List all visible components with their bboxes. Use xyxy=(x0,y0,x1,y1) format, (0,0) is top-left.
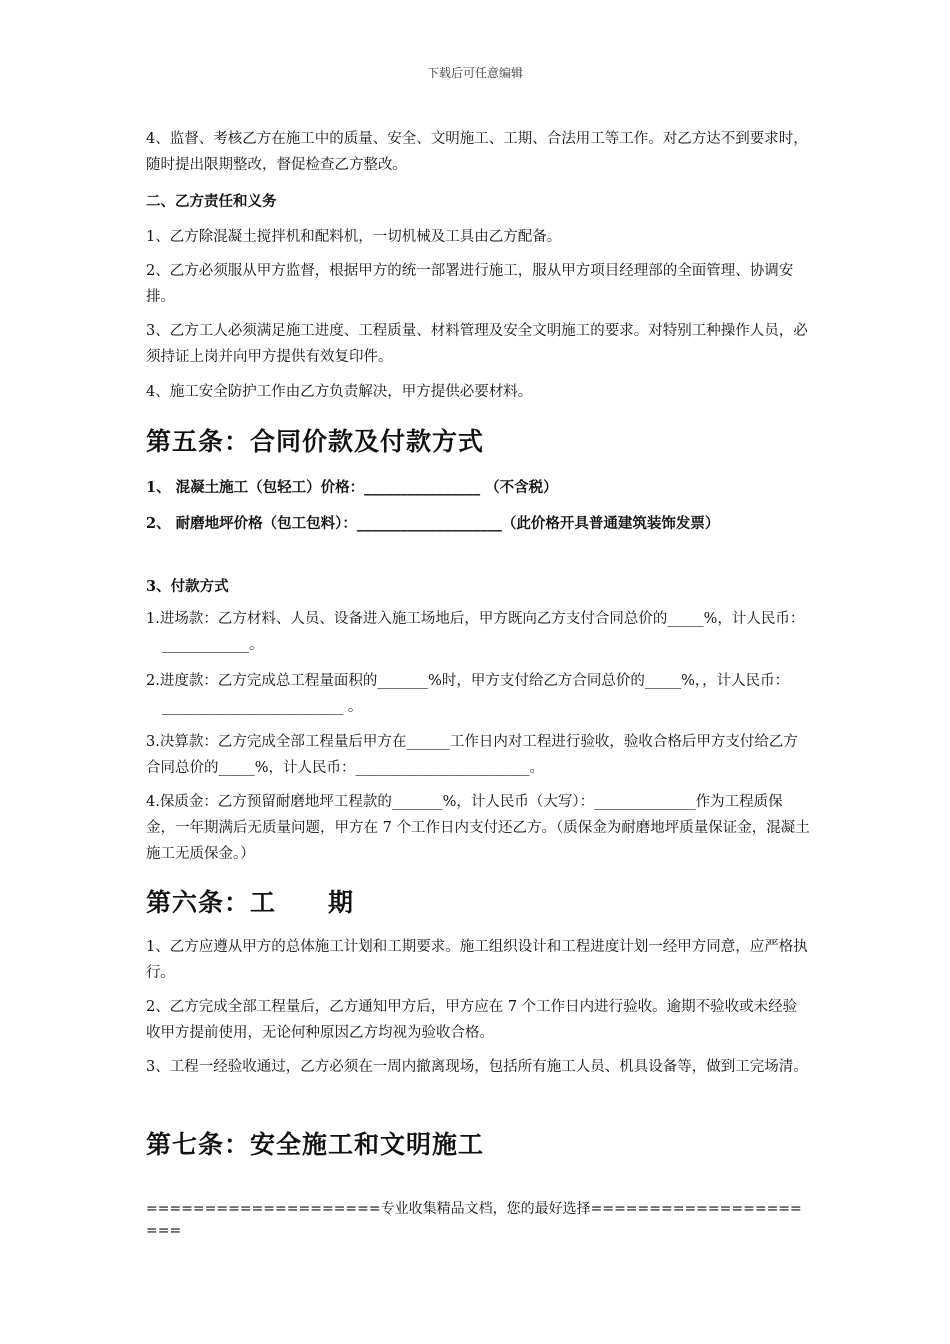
party-b-item-4: 4、施工安全防护工作由乙方负责解决，甲方提供必要材料。 xyxy=(146,384,533,400)
article6-item-3: 3、工程一经验收通过，乙方必须在一周内撤离现场，包括所有施工人员、机具设备等，做到工完场清。 xyxy=(146,1059,808,1075)
payment-4: 4.保质金：乙方预留耐磨地坪工程款的_______%，计人民币（大写）：______________作为工程质保金，一年期满后无质量问题，甲方在 7 个工作日内支付还乙方。（质保金为耐磨地坪质量保证金，混凝土施工无质保金。） xyxy=(146,794,810,862)
price-line-2: 2、 耐磨地坪价格（包工包料）：____________________（此价格开具普通建筑装饰发票） xyxy=(146,515,720,532)
price-line-1: 1、 混凝土施工（包轻工）价格：________________ （不含税） xyxy=(146,479,558,496)
party-b-item-1: 1、乙方除混凝土搅拌机和配料机，一切机械及工具由乙方配备。 xyxy=(146,229,562,245)
payment-1: 1.进场款：乙方材料、人员、设备进入施工场地后，甲方既向乙方支付合同总价的_____%，计人民币：____________。 xyxy=(146,611,805,653)
payment-title: 3、付款方式 xyxy=(146,578,229,595)
party-b-title: 二、乙方责任和义务 xyxy=(146,193,277,210)
party-b-item-2: 2、乙方必须服从甲方监督，根据甲方的统一部署进行施工，服从甲方项目经理部的全面管理、协调安排。 xyxy=(146,263,794,305)
page-footer: ====================专业收集精品文档，您的最好选择===================== xyxy=(146,1201,802,1239)
payment-3: 3.决算款：乙方完成全部工程量后甲方在______工作日内对工程进行验收，验收合格后甲方支付给乙方合同总价的_____%，计人民币：________________________。 xyxy=(146,734,798,776)
article6-title: 第六条：工 期 xyxy=(146,888,355,917)
article5-title: 第五条：合同价款及付款方式 xyxy=(146,427,485,456)
party-b-item-3: 3、乙方工人必须满足施工进度、工程质量、材料管理及安全文明施工的要求。对特别工种操作人员，必须持证上岗并向甲方提供有效复印件。 xyxy=(146,323,808,365)
article6-item-2: 2、乙方完成全部工程量后，乙方通知甲方后，甲方应在 7 个工作日内进行验收。逾期不验收或未经验收甲方提前使用，无论何种原因乙方均视为验收合格。 xyxy=(146,999,798,1041)
payment-2: 2.进度款：乙方完成总工程量面积的_______%时，甲方支付给乙方合同总价的_____%，，计人民币：_________________________ 。 xyxy=(146,673,790,715)
article6-item-1: 1、乙方应遵从甲方的总体施工计划和工期要求。施工组织设计和工程进度计划一经甲方同意，应严格执行。 xyxy=(146,939,808,981)
clause-a4: 4、监督、考核乙方在施工中的质量、安全、文明施工、工期、合法用工等工作。对乙方达不到要求时，随时提出限期整改，督促检查乙方整改。 xyxy=(146,131,808,173)
page-header: 下载后可任意编辑 xyxy=(426,66,523,80)
article7-title: 第七条：安全施工和文明施工 xyxy=(146,1130,485,1159)
